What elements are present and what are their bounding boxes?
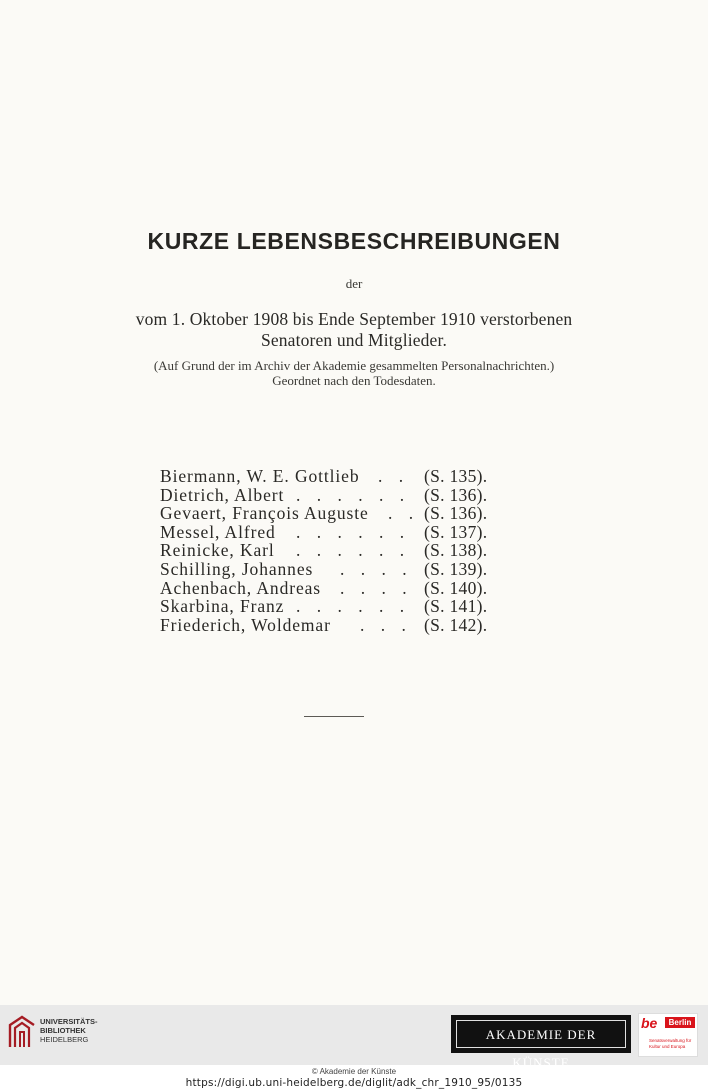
index-entry[interactable] [160,559,500,578]
entry-leader-dots: . . . . . . [296,521,411,542]
entry-leader-dots: . . [388,503,420,524]
index-entry[interactable] [160,485,500,504]
adk-label: AKADEMIE DER KÜNSTE [456,1020,626,1048]
entry-leader-dots: . . . . . . [296,484,411,505]
biography-index [160,466,500,633]
note-line-1: (Auf Grund der im Archiv der Akademie gesammelten Personalnachrichten.) [153,358,555,373]
section-divider [304,716,364,717]
entry-page: (S. 142). [424,614,488,635]
entry-page: (S. 136). [424,503,488,524]
note-line-2: Geordnet nach den Todesdaten. [272,373,436,388]
entry-page: (S. 139). [424,558,488,579]
entry-name: Friederich, Woldemar [160,614,331,635]
entry-name: Skarbina, Franz [160,596,285,617]
entry-name: Achenbach, Andreas [160,577,322,598]
subtitle-line-1: vom 1. Oktober 1908 bis Ende September 1910 verstorbenen [135,309,573,329]
index-entry[interactable] [160,615,500,634]
index-entry[interactable] [160,596,500,615]
index-entry[interactable] [160,466,500,485]
berlin-senate-text: Senatsverwaltung für Kultur und Europa [649,1038,692,1049]
entry-leader-dots: . . [378,466,410,486]
entry-name: Biermann, W. E. Gottlieb [160,466,360,486]
entry-leader-dots: . . . [360,614,412,635]
ub-heidelberg-wordmark[interactable] [40,1017,98,1044]
ub-line-3: HEIDELBERG [40,1035,89,1044]
index-entry[interactable] [160,503,500,522]
berlin-senate-logo[interactable] [638,1013,698,1057]
entry-leader-dots: . . . . . . [296,540,411,561]
entry-name: Schilling, Johannes [160,558,314,579]
index-entry[interactable] [160,522,500,541]
viewer-footer [0,1005,708,1092]
akademie-der-kuenste-logo[interactable] [451,1015,631,1070]
subtitle-der: der [345,276,363,291]
ub-line-1: UNIVERSITÄTS- [40,1017,98,1026]
entry-page: (S. 135). [424,466,488,486]
entry-name: Dietrich, Albert [160,484,285,505]
index-entry[interactable] [160,540,500,559]
berlin-be-mark: be [641,1015,658,1031]
page-title: KURZE LEBENSBESCHREIBUNGEN [147,228,561,254]
entry-leader-dots: . . . . [340,577,413,598]
copyright-notice: © Akademie der Künste [311,1067,397,1076]
ub-heidelberg-logo-icon[interactable] [8,1013,36,1049]
entry-page: (S. 137). [424,521,488,542]
permalink-url[interactable]: https://digi.ub.uni-heidelberg.de/diglit/adk_chr_1910_95/0135 [185,1077,523,1089]
footer-band [0,1005,708,1070]
entry-page: (S. 138). [424,540,488,561]
berlin-label: Berlin [665,1017,695,1028]
entry-name: Gevaert, François Auguste [160,503,369,524]
entry-name: Reinicke, Karl [160,540,275,561]
entry-leader-dots: . . . . [340,558,413,579]
entry-leader-dots: . . . . . . [296,596,411,617]
subtitle-line-2: Senatoren und Mitglieder. [260,330,447,350]
entry-name: Messel, Alfred [160,521,276,542]
entry-page: (S. 136). [424,484,488,505]
entry-page: (S. 140). [424,577,488,598]
entry-page: (S. 141). [424,596,488,617]
ub-line-2: BIBLIOTHEK [40,1026,86,1035]
index-entry[interactable] [160,578,500,597]
